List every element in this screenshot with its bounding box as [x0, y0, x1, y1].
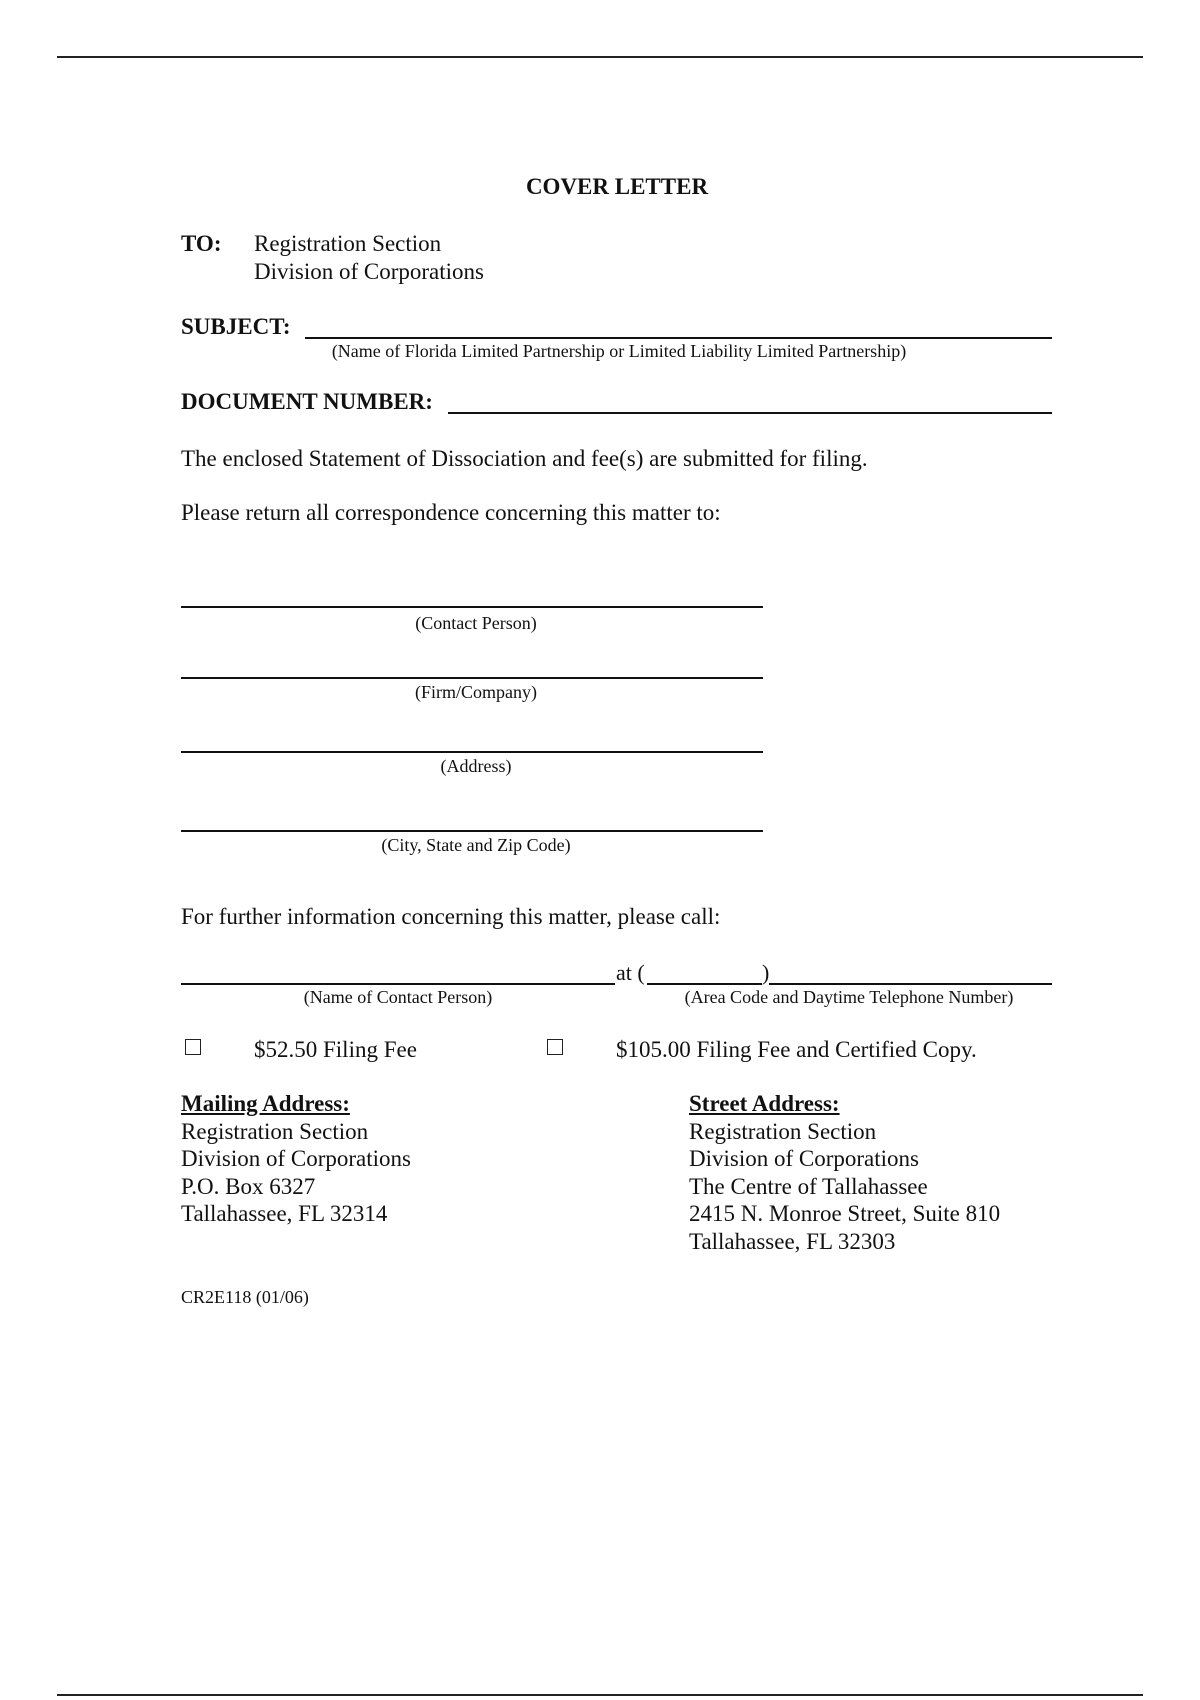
street-address-line: Tallahassee, FL 32303 [689, 1228, 896, 1254]
street-address-heading: Street Address: [689, 1091, 840, 1116]
to-label: TO: [181, 231, 222, 256]
statement-text: The enclosed Statement of Dissociation and fee(s) are submitted for filing. [181, 446, 868, 471]
call-name-caption: (Name of Contact Person) [303, 987, 493, 1007]
firm-company-field[interactable] [181, 677, 763, 679]
street-address [689, 1090, 1000, 1255]
filing-fee-checkbox[interactable] [185, 1039, 201, 1055]
address-field[interactable] [181, 751, 763, 753]
call-instruction: For further information concerning this matter, please call: [181, 904, 721, 929]
close-paren: ) [762, 960, 770, 985]
filing-fee-label: $52.50 Filing Fee [254, 1037, 417, 1062]
document-number-field[interactable] [448, 412, 1052, 414]
contact-person-caption: (Contact Person) [415, 613, 537, 633]
top-rule [57, 56, 1143, 58]
page-title: COVER LETTER [525, 174, 709, 199]
return-instruction: Please return all correspondence concerning this matter to: [181, 500, 721, 525]
city-state-zip-field[interactable] [181, 830, 763, 832]
subject-caption: (Name of Florida Limited Partnership or Limited Liability Limited Partnership) [331, 341, 907, 361]
city-state-zip-caption: (City, State and Zip Code) [381, 835, 571, 855]
street-address-line: Division of Corporations [689, 1146, 919, 1171]
to-line-1: Registration Section [254, 231, 442, 256]
call-phone-caption: (Area Code and Daytime Telephone Number) [684, 987, 1014, 1007]
subject-label: SUBJECT: [181, 314, 291, 339]
bottom-rule [57, 1694, 1143, 1696]
certified-copy-checkbox[interactable] [547, 1039, 563, 1055]
mailing-address [181, 1090, 411, 1228]
mailing-address-heading: Mailing Address: [181, 1091, 350, 1116]
mailing-address-line: Division of Corporations [181, 1146, 411, 1171]
at-label: at ( [616, 960, 645, 985]
street-address-line: 2415 N. Monroe Street, Suite 810 [689, 1201, 1001, 1226]
mailing-address-line: Tallahassee, FL 32314 [181, 1201, 388, 1226]
street-address-line: The Centre of Tallahassee [689, 1173, 928, 1199]
form-code: CR2E118 (01/06) [181, 1287, 309, 1307]
contact-person-field[interactable] [181, 606, 763, 608]
mailing-address-line: P.O. Box 6327 [181, 1173, 316, 1199]
certified-copy-label: $105.00 Filing Fee and Certified Copy. [616, 1037, 977, 1062]
mailing-address-line: Registration Section [181, 1118, 369, 1144]
street-address-line: Registration Section [689, 1118, 877, 1144]
firm-company-caption: (Firm/Company) [415, 682, 537, 702]
to-line-2: Division of Corporations [254, 259, 484, 284]
call-contact-name-field[interactable] [181, 983, 615, 985]
document-number-label: DOCUMENT NUMBER: [181, 389, 433, 414]
area-code-field[interactable] [647, 983, 762, 985]
telephone-number-field[interactable] [769, 983, 1052, 985]
address-caption: (Address) [440, 756, 512, 776]
subject-field[interactable] [305, 337, 1052, 339]
